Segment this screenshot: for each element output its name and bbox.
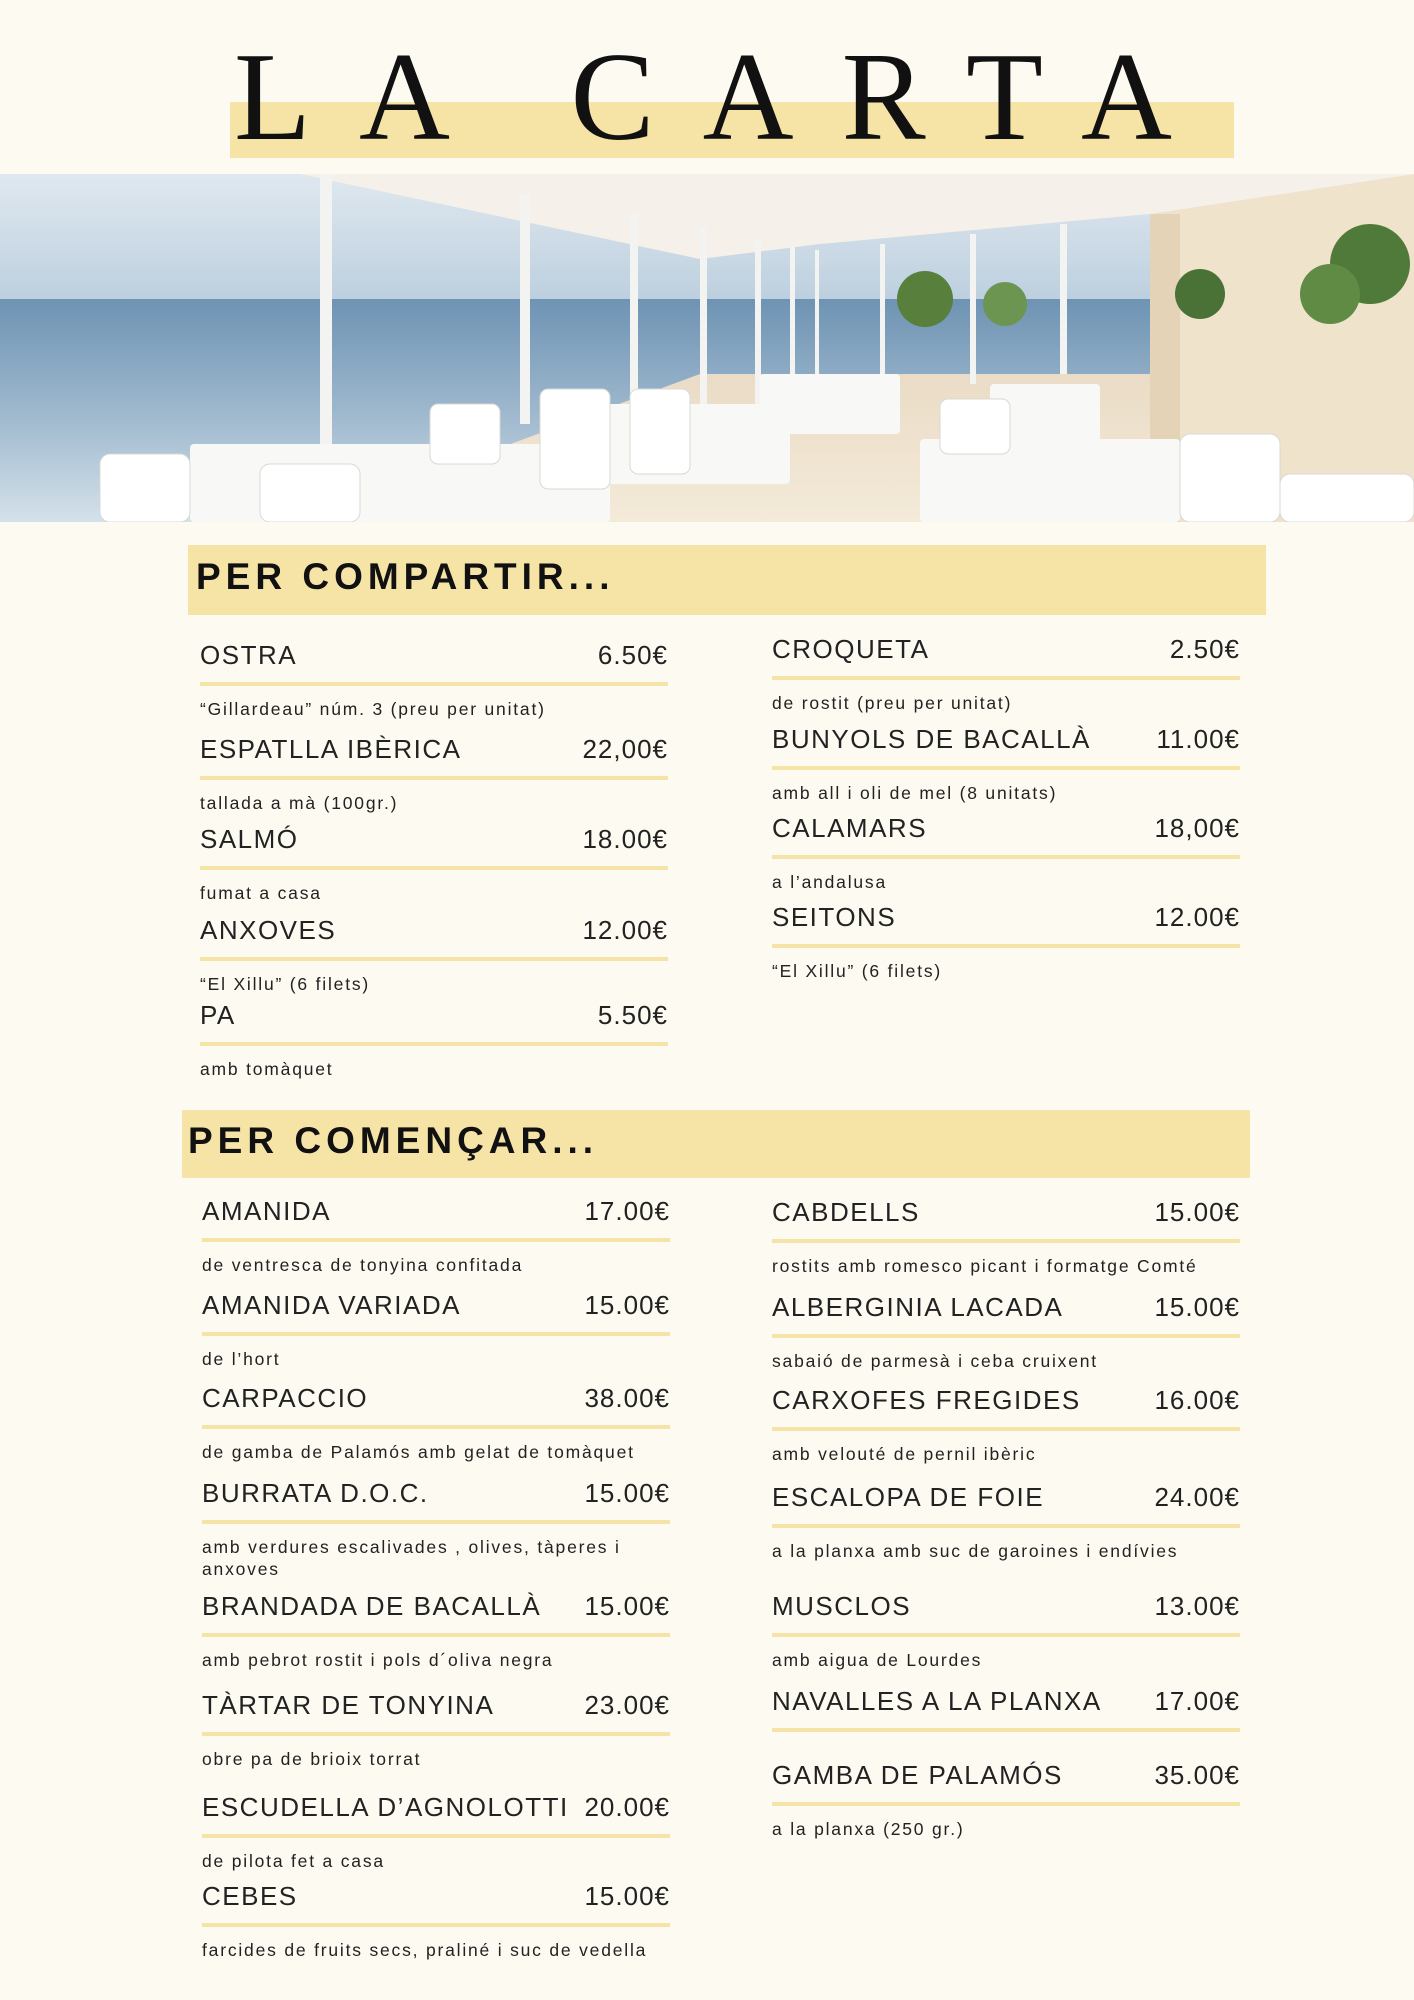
menu-item-description: de rostit (preu per unitat) [772, 693, 1013, 713]
menu-item [202, 1792, 670, 1882]
menu-item-description: amb all i oli de mel (8 unitats) [772, 783, 1058, 803]
menu-item-price: 13.00€ [1154, 1591, 1240, 1621]
menu-item [200, 824, 668, 914]
menu-item [200, 915, 668, 1005]
menu-item [202, 1383, 670, 1473]
menu-item-divider [200, 776, 668, 780]
menu-item-description: obre pa de brioix torrat [202, 1749, 422, 1769]
menu-item [772, 1385, 1240, 1475]
menu-item-price: 38.00€ [584, 1383, 670, 1413]
menu-item [200, 734, 668, 824]
menu-item-price: 24.00€ [1154, 1482, 1240, 1512]
menu-item-price: 15.00€ [1154, 1292, 1240, 1322]
menu-item [202, 1290, 670, 1380]
menu-item-description: tallada a mà (100gr.) [200, 793, 399, 813]
menu-item-description: amb verdures escalivades , olives, tàperes i anxoves [202, 1537, 621, 1579]
menu-item-description: de ventresca de tonyina confitada [202, 1255, 524, 1275]
menu-item-divider [772, 944, 1240, 948]
menu-item [772, 1197, 1240, 1287]
menu-item-name: GAMBA DE PALAMÓS [772, 1760, 1063, 1790]
menu-item-description: amb velouté de pernil ibèric [772, 1444, 1037, 1464]
menu-item-name: ALBERGINIA LACADA [772, 1292, 1064, 1322]
menu-item-name: PA [200, 1000, 236, 1030]
menu-item-price: 12.00€ [582, 915, 668, 945]
menu-item-price: 17.00€ [1154, 1686, 1240, 1716]
menu-item-name: CEBES [202, 1881, 298, 1911]
menu-item [772, 1760, 1240, 1850]
menu-item-description: fumat a casa [200, 883, 322, 903]
menu-item-description: amb tomàquet [200, 1059, 334, 1079]
menu-item-description: amb pebrot rostit i pols d´oliva negra [202, 1650, 554, 1670]
menu-item-name: CARXOFES FREGIDES [772, 1385, 1081, 1415]
menu-item-price: 20.00€ [584, 1792, 670, 1822]
menu-item [202, 1690, 670, 1780]
menu-item-divider [202, 1732, 670, 1736]
menu-item-name: ANXOVES [200, 915, 337, 945]
menu-item-divider [202, 1520, 670, 1524]
menu-item-price: 35.00€ [1154, 1760, 1240, 1790]
menu-item-description: “Gillardeau” núm. 3 (preu per unitat) [200, 699, 546, 719]
menu-item-divider [202, 1332, 670, 1336]
menu-item [202, 1881, 670, 1971]
menu-item-price: 12.00€ [1154, 902, 1240, 932]
menu-item-description: a la planxa amb suc de garoines i endívies [772, 1541, 1179, 1561]
menu-item-name: BURRATA D.O.C. [202, 1478, 429, 1508]
menu-item-divider [772, 1239, 1240, 1243]
menu-item [772, 1292, 1240, 1382]
menu-item-name: NAVALLES A LA PLANXA [772, 1686, 1102, 1716]
restaurant-photo [0, 174, 1414, 522]
menu-item [772, 634, 1240, 724]
menu-item-divider [772, 1633, 1240, 1637]
menu-item-price: 22,00€ [582, 734, 668, 764]
menu-item-name: CABDELLS [772, 1197, 920, 1227]
menu-item-divider [772, 1728, 1240, 1732]
menu-item-name: ESPATLLA IBÈRICA [200, 734, 462, 764]
menu-item-name: CARPACCIO [202, 1383, 369, 1413]
menu-item-divider [772, 855, 1240, 859]
menu-item-price: 11.00€ [1156, 724, 1240, 754]
menu-item-description: a l’andalusa [772, 872, 888, 892]
menu-item-name: BUNYOLS DE BACALLÀ [772, 724, 1091, 754]
section-title-compartir: PER COMPARTIR... [196, 556, 615, 597]
menu-item [200, 1000, 668, 1090]
menu-item [772, 902, 1240, 992]
section-title-comencar: PER COMENÇAR... [188, 1120, 599, 1161]
menu-item-name: CROQUETA [772, 634, 930, 664]
page-title: LA CARTA [234, 28, 1220, 167]
menu-item-divider [772, 1334, 1240, 1338]
menu-item-price: 18,00€ [1154, 813, 1240, 843]
menu-item-price: 23.00€ [584, 1690, 670, 1720]
menu-item-price: 15.00€ [584, 1591, 670, 1621]
menu-item [772, 1482, 1240, 1572]
menu-item-name: BRANDADA DE BACALLÀ [202, 1591, 542, 1621]
menu-item [772, 724, 1240, 814]
menu-item-price: 17.00€ [584, 1196, 670, 1226]
menu-item-divider [200, 866, 668, 870]
menu-item-price: 2.50€ [1169, 634, 1240, 664]
menu-item-name: AMANIDA [202, 1196, 331, 1226]
menu-item-description: amb aigua de Lourdes [772, 1650, 983, 1670]
menu-item-name: SALMÓ [200, 824, 299, 854]
menu-item-divider [772, 1802, 1240, 1806]
menu-item-name: CALAMARS [772, 813, 928, 843]
menu-item-divider [772, 1427, 1240, 1431]
menu-item [200, 640, 668, 730]
menu-item [202, 1591, 670, 1681]
menu-item-description: rostits amb romesco picant i formatge Comté [772, 1256, 1198, 1276]
menu-item-divider [202, 1425, 670, 1429]
menu-item-name: ESCALOPA DE FOIE [772, 1482, 1045, 1512]
menu-item-price: 15.00€ [584, 1478, 670, 1508]
menu-item-name: MUSCLOS [772, 1591, 912, 1621]
menu-item [202, 1196, 670, 1286]
menu-item-name: OSTRA [200, 640, 298, 670]
menu-item-name: AMANIDA VARIADA [202, 1290, 461, 1320]
menu-item-divider [202, 1238, 670, 1242]
menu-item-divider [202, 1633, 670, 1637]
menu-item-divider [772, 766, 1240, 770]
menu-item [772, 813, 1240, 903]
menu-item-divider [772, 676, 1240, 680]
menu-item-price: 15.00€ [584, 1881, 670, 1911]
menu-item-price: 15.00€ [1154, 1197, 1240, 1227]
menu-item-name: ESCUDELLA D’AGNOLOTTI [202, 1792, 569, 1822]
menu-item-name: TÀRTAR DE TONYINA [202, 1690, 495, 1720]
menu-item [772, 1591, 1240, 1681]
menu-item-price: 16.00€ [1154, 1385, 1240, 1415]
menu-item-divider [200, 1042, 668, 1046]
menu-item-price: 5.50€ [597, 1000, 668, 1030]
menu-item-description: farcides de fruits secs, praliné i suc de vedella [202, 1940, 648, 1960]
menu-item-divider [200, 682, 668, 686]
menu-item-name: SEITONS [772, 902, 897, 932]
menu-item-description: “El Xillu” (6 filets) [200, 974, 371, 994]
menu-item-divider [202, 1834, 670, 1838]
menu-item [202, 1478, 670, 1579]
menu-item-price: 15.00€ [584, 1290, 670, 1320]
menu-item-description: a la planxa (250 gr.) [772, 1819, 965, 1839]
menu-item-description: sabaió de parmesà i ceba cruixent [772, 1351, 1098, 1371]
menu-item-description: de pilota fet a casa [202, 1851, 385, 1871]
menu-item-divider [200, 957, 668, 961]
menu-item-divider [772, 1524, 1240, 1528]
menu-item-price: 18.00€ [582, 824, 668, 854]
menu-item-divider [202, 1923, 670, 1927]
menu-item-description: “El Xillu” (6 filets) [772, 961, 943, 981]
menu-item-price: 6.50€ [597, 640, 668, 670]
menu-item-description: de l’hort [202, 1349, 281, 1369]
menu-item-description: de gamba de Palamós amb gelat de tomàquet [202, 1442, 635, 1462]
